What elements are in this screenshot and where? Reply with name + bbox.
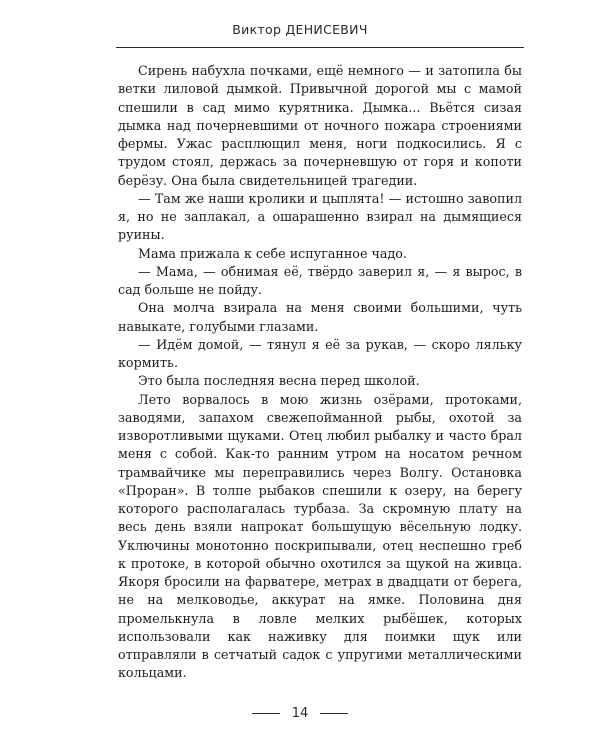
paragraph: — Идём домой, — тянул я её за рукав, — скоро ляльку кормить. <box>118 336 522 370</box>
paragraph: — Мама, — обнимая её, твёрдо заверил я, — я вырос, в сад больше не пойду. <box>118 263 522 297</box>
paragraph: Она молча взирала на меня своими большими, чуть навыкате, голубыми глазами. <box>118 300 522 334</box>
paragraph: Это была последняя весна перед школой. <box>138 373 420 389</box>
folio-dash-left <box>252 713 280 714</box>
paragraph: Сирень набухла почками, ещё немного — и затопила бы ветки лиловой дымкой. Привычной дорогой мы с мамой спешили в сад мимо курятника. Дымка... Вьётся сизая дымка над почерневшими от ночного пожара строениями фермы. Ужас расплющил меня, ноги подкосились. Я с трудом стоял, держась за почерневшую от горя и копоти берёзу. Она была свидетельницей трагедии. <box>118 63 522 188</box>
body-text <box>118 62 522 683</box>
folio-dash-right <box>320 713 348 714</box>
page-footer <box>0 706 600 721</box>
paragraph: Мама прижала к себе испуганное чадо. <box>138 245 407 261</box>
page-number: 14 <box>291 706 309 721</box>
running-head-title: Виктор ДЕНИСЕВИЧ <box>232 22 368 37</box>
header-rule <box>116 47 524 48</box>
paragraph: Лето ворвалось в мою жизнь озёрами, протоками, заводями, запахом свежепойманной рыбы, охотой за изворотливыми щуками. Отец любил рыбалку и часто брал меня с собой. Как-то ранним утром на носатом речном трамвайчике мы переправились через Волгу. Остановка «Проран». В толпе рыбаков спешили к озеру, на берегу которого располагалась турбаза. За скромную плату на весь день взяли напрокат большущую вёсельную лодку. Уключины монотонно поскрипывали, отец неспешно греб к протоке, в которой обычно охотился за щукой на живца. Якоря бросили на фарватере, метрах в двадцати от берега, не на мелководье, аккурат на ямке. Половина дня промелькнула в ловле мелких рыбёшек, которых использовали как наживку для поимки щук или отправляли в сетчатый садок с упругими металлическими кольцами. <box>118 391 522 681</box>
paragraph: — Там же наши кролики и цыплята! — истошно завопил я, но не заплакал, а ошарашенно взирал на дымящиеся руины. <box>118 190 522 243</box>
